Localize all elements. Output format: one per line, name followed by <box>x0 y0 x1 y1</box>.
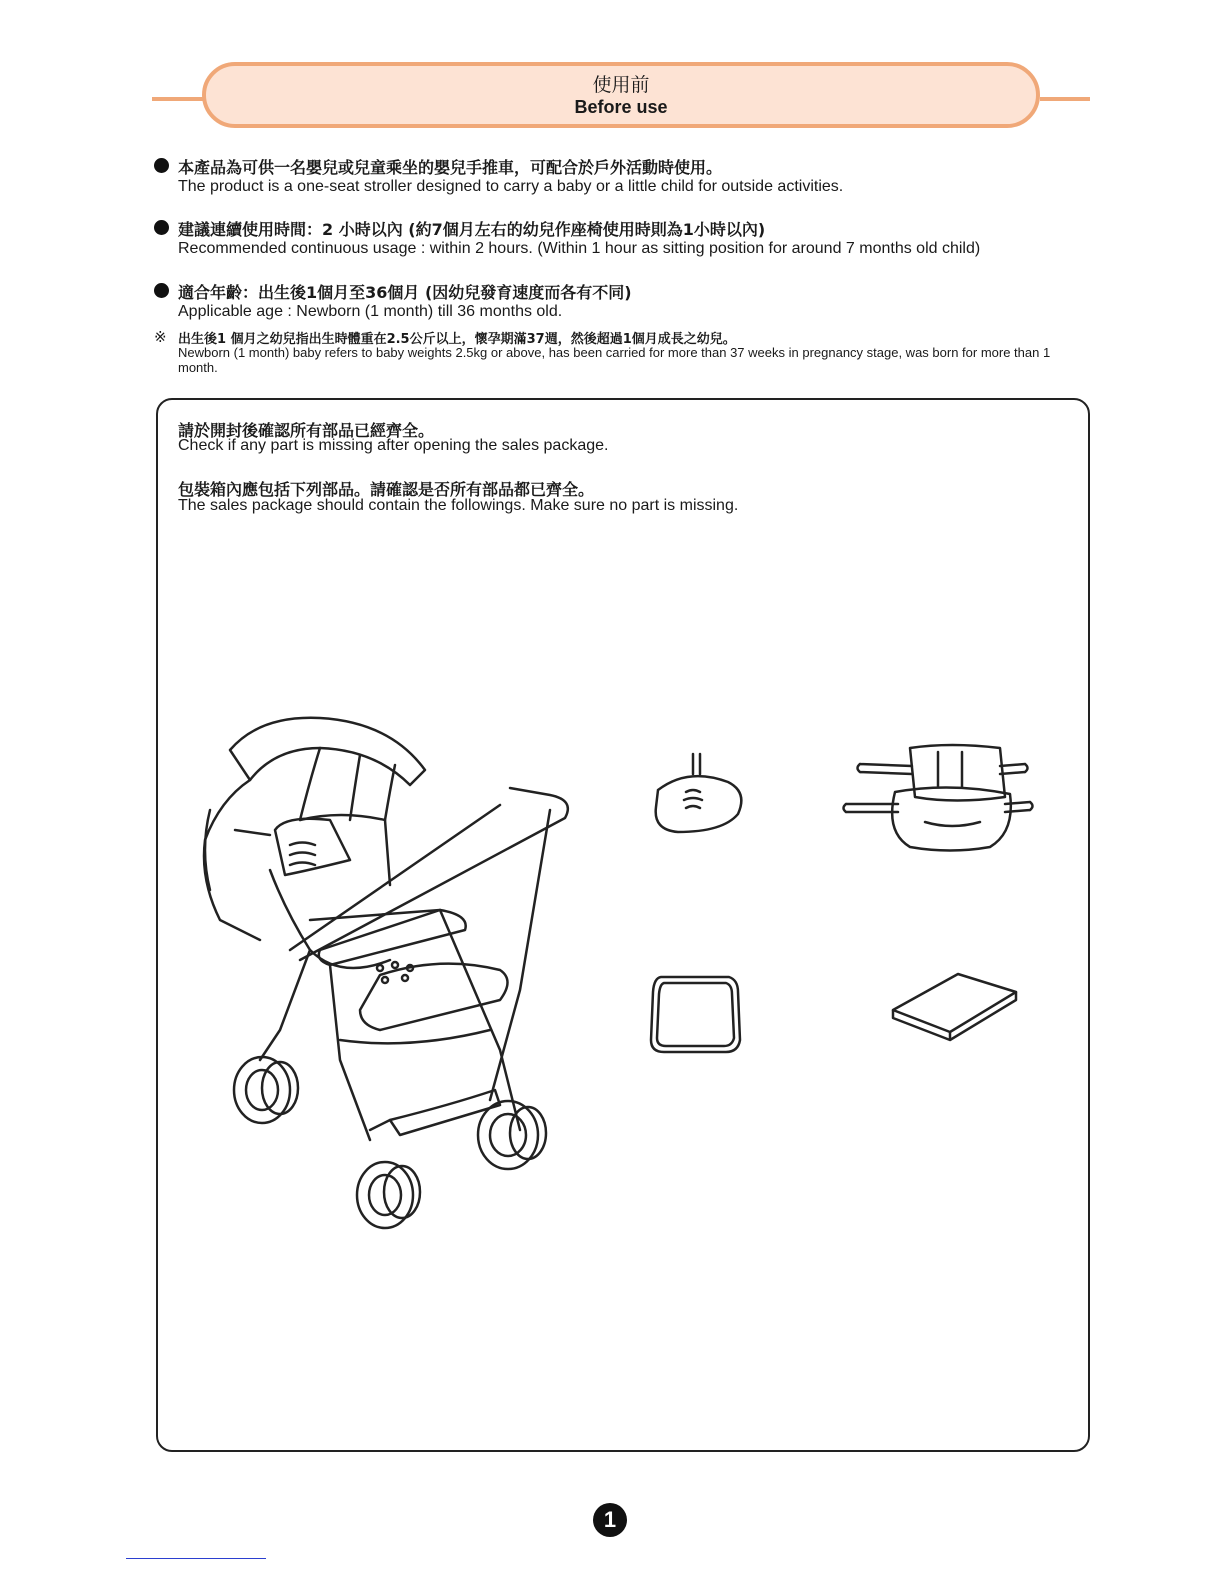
bullet-icon <box>154 158 169 173</box>
bullet-text-zh: 本產品為可供一名嬰兒或兒童乘坐的嬰兒手推車，可配合於戶外活動時使用。 <box>178 158 723 177</box>
page-number: 1 <box>593 1503 627 1537</box>
bullet-text-en: Recommended continuous usage : within 2 hours. (Within 1 hour as sitting position for around 7 months old child) <box>178 240 981 257</box>
stroller-illustration <box>190 710 580 1240</box>
check-text-zh: 請於開封後確認所有部品已經齊全。 <box>178 421 435 440</box>
contents-text-zh: 包裝箱內應包括下列部品。請確認是否所有部品都已齊全。 <box>178 480 595 499</box>
note-mark-icon: ※ <box>154 328 167 346</box>
bullet-text-en: The product is a one-seat stroller designed to carry a baby or a little child for outside activities. <box>178 178 844 195</box>
bullet-icon <box>154 220 169 235</box>
footer-link-underline[interactable] <box>126 1558 266 1559</box>
bullet-text-en: Applicable age : Newborn (1 month) till 36 months old. <box>178 303 563 320</box>
note-text-zh: 出生後1 個月之幼兒指出生時體重在2.5公斤以上，懷孕期滿37週，然後超過1個月成長之幼兒。 <box>178 332 736 347</box>
bullet-text-zh: 建議連續使用時間：2 小時以內 (約7個月左右的幼兒作座椅使用時則為1小時以內) <box>178 220 766 239</box>
header-rule-left <box>152 97 208 101</box>
check-text-en: Check if any part is missing after opening the sales package. <box>178 437 609 454</box>
section-header <box>202 62 1040 128</box>
instruction-manual-illustration <box>888 970 1020 1046</box>
header-title-zh: 使用前 <box>592 74 650 96</box>
headrest-pad-illustration <box>648 752 748 838</box>
contents-text-en: The sales package should contain the followings. Make sure no part is missing. <box>178 497 739 514</box>
seat-sheet-illustration <box>646 972 744 1056</box>
header-rule-right <box>1040 97 1090 101</box>
header-title-en: Before use <box>574 97 668 117</box>
seat-cushion-illustration <box>840 742 1035 854</box>
note-text-en: Newborn (1 month) baby refers to baby weights 2.5kg or above, has been carried for more than 37 weeks in pregnancy stage, was born for more than 1 month. <box>178 345 1051 375</box>
bullet-text-zh: 適合年齡：出生後1個月至36個月 (因幼兒發育速度而各有不同) <box>178 283 632 302</box>
bullet-icon <box>154 283 169 298</box>
